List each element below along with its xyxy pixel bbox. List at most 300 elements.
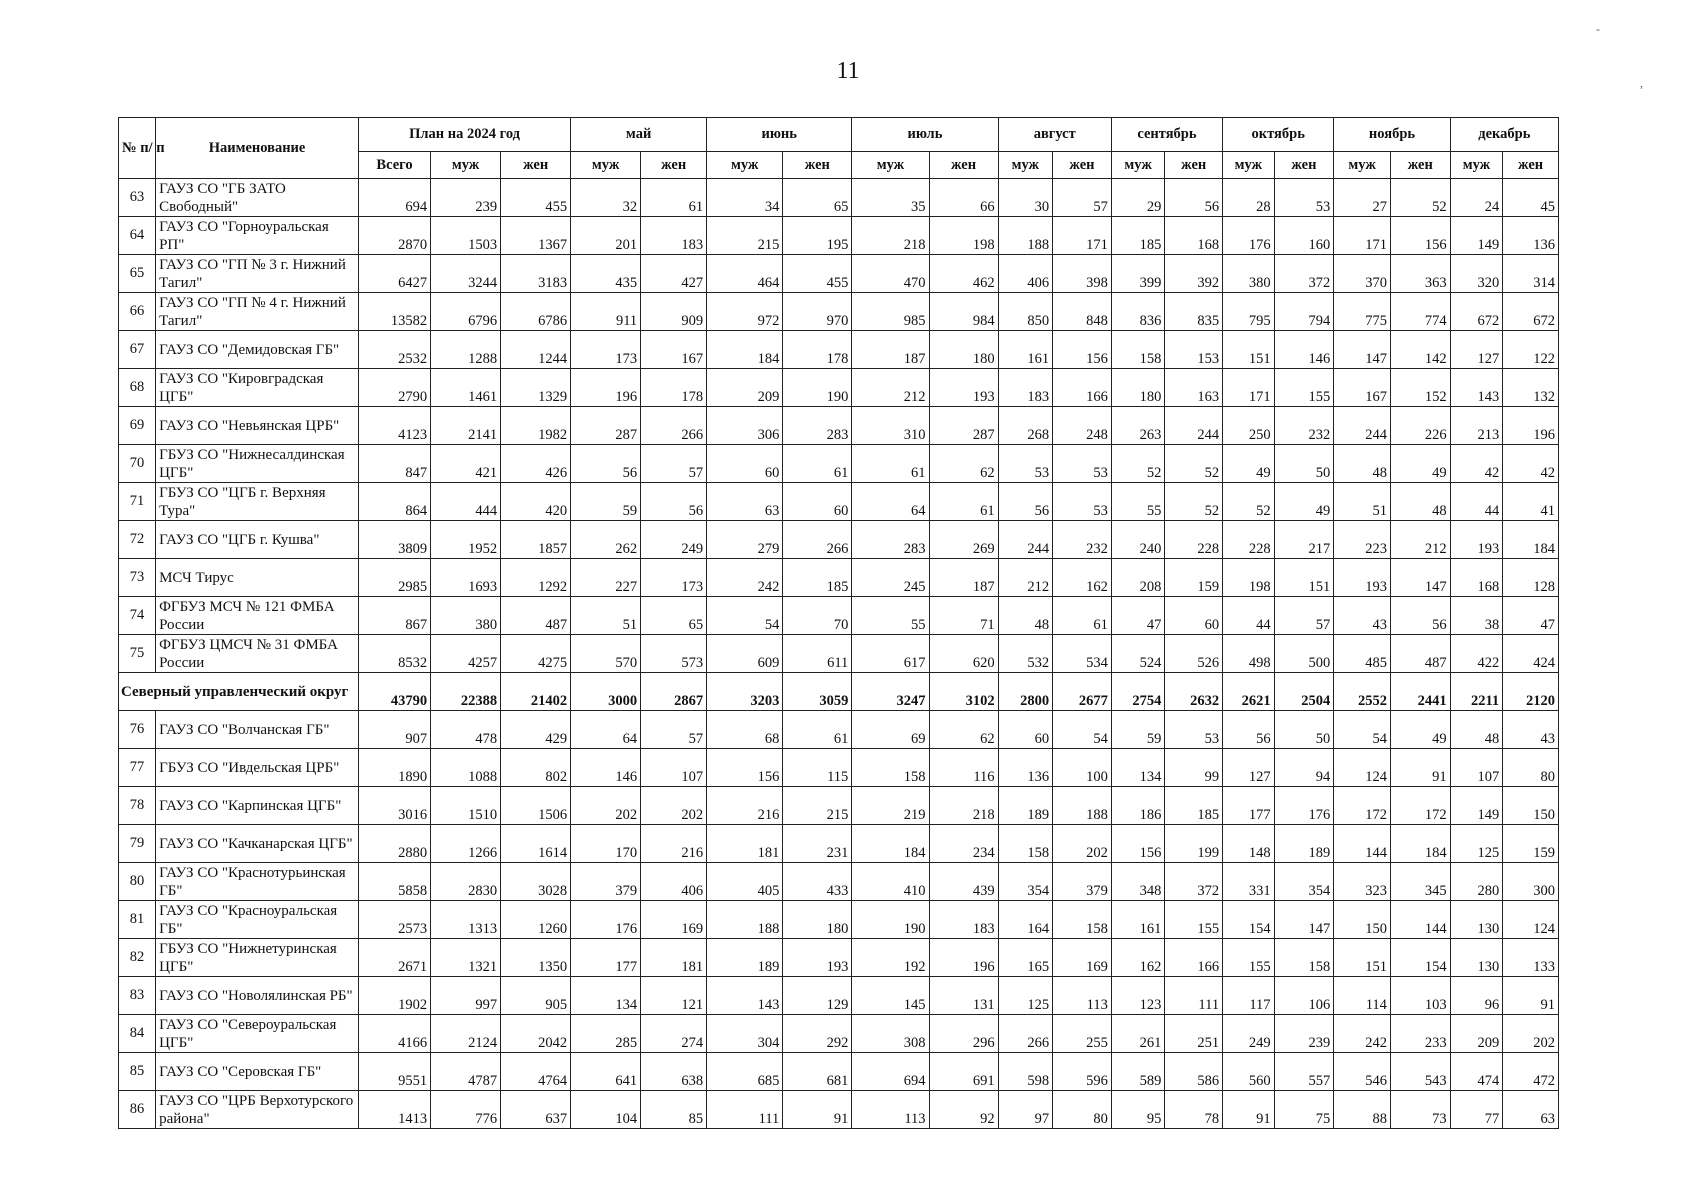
value-cell: 181 (641, 939, 707, 977)
value-cell: 2504 (1274, 673, 1334, 711)
value-cell: 2441 (1390, 673, 1450, 711)
row-number: 64 (119, 217, 156, 255)
value-cell: 1244 (501, 331, 571, 369)
value-cell: 379 (571, 863, 641, 901)
value-cell: 296 (929, 1015, 998, 1053)
row-number: 69 (119, 407, 156, 445)
value-cell: 134 (571, 977, 641, 1015)
value-cell: 189 (1274, 825, 1334, 863)
value-cell: 2532 (358, 331, 430, 369)
value-cell: 192 (852, 939, 929, 977)
value-cell: 427 (641, 255, 707, 293)
value-cell: 444 (431, 483, 501, 521)
value-cell: 379 (1053, 863, 1112, 901)
value-cell: 143 (1450, 369, 1503, 407)
table-row (119, 521, 1559, 559)
organization-name: ГАУЗ СО "Кировградская ЦГБ" (156, 369, 359, 407)
value-cell: 524 (1111, 635, 1165, 673)
value-cell: 171 (1334, 217, 1391, 255)
row-number: 71 (119, 483, 156, 521)
value-cell: 183 (641, 217, 707, 255)
value-cell: 70 (783, 597, 852, 635)
value-cell: 1266 (431, 825, 501, 863)
value-cell: 60 (1165, 597, 1223, 635)
value-cell: 2800 (998, 673, 1053, 711)
value-cell: 151 (1274, 559, 1334, 597)
value-cell: 435 (571, 255, 641, 293)
value-cell: 231 (783, 825, 852, 863)
page-number: 11 (836, 58, 860, 84)
value-cell: 144 (1390, 901, 1450, 939)
value-cell: 911 (571, 293, 641, 331)
value-cell: 168 (1450, 559, 1503, 597)
value-cell: 420 (501, 483, 571, 521)
value-cell: 232 (1053, 521, 1112, 559)
value-cell: 392 (1165, 255, 1223, 293)
value-cell: 560 (1223, 1053, 1274, 1091)
value-cell: 285 (571, 1015, 641, 1053)
row-number: 81 (119, 901, 156, 939)
value-cell: 1503 (431, 217, 501, 255)
value-cell: 775 (1334, 293, 1391, 331)
value-cell: 91 (783, 1091, 852, 1129)
value-cell: 32 (571, 179, 641, 217)
value-cell: 165 (998, 939, 1053, 977)
header-male: муж (998, 152, 1053, 179)
organization-name: ГАУЗ СО "Волчанская ГБ" (156, 711, 359, 749)
value-cell: 380 (431, 597, 501, 635)
value-cell: 269 (929, 521, 998, 559)
value-cell: 49 (1390, 445, 1450, 483)
value-cell: 66 (929, 179, 998, 217)
header-total: Всего (358, 152, 430, 179)
header-month: июнь (707, 118, 852, 152)
value-cell: 1890 (358, 749, 430, 787)
value-cell: 485 (1334, 635, 1391, 673)
row-number: 74 (119, 597, 156, 635)
row-number: 73 (119, 559, 156, 597)
value-cell: 283 (852, 521, 929, 559)
value-cell: 557 (1274, 1053, 1334, 1091)
value-cell: 193 (1334, 559, 1391, 597)
value-cell: 534 (1053, 635, 1112, 673)
value-cell: 209 (1450, 1015, 1503, 1053)
table-row (119, 255, 1559, 293)
value-cell: 68 (707, 711, 783, 749)
value-cell: 127 (1223, 749, 1274, 787)
value-cell: 59 (1111, 711, 1165, 749)
value-cell: 637 (501, 1091, 571, 1129)
value-cell: 905 (501, 977, 571, 1015)
value-cell: 169 (1053, 939, 1112, 977)
organization-name: ГАУЗ СО "Серовская ГБ" (156, 1053, 359, 1091)
value-cell: 212 (852, 369, 929, 407)
value-cell: 156 (1390, 217, 1450, 255)
value-cell: 54 (707, 597, 783, 635)
value-cell: 127 (1450, 331, 1503, 369)
value-cell: 180 (783, 901, 852, 939)
value-cell: 52 (1111, 445, 1165, 483)
value-cell: 156 (1053, 331, 1112, 369)
value-cell: 228 (1223, 521, 1274, 559)
table-row (119, 179, 1559, 217)
header-month: сентябрь (1111, 118, 1222, 152)
organization-name: ФГБУЗ ЦМСЧ № 31 ФМБА России (156, 635, 359, 673)
value-cell: 49 (1274, 483, 1334, 521)
value-cell: 63 (707, 483, 783, 521)
table-row (119, 407, 1559, 445)
value-cell: 972 (707, 293, 783, 331)
value-cell: 201 (571, 217, 641, 255)
value-cell: 8532 (358, 635, 430, 673)
value-cell: 131 (929, 977, 998, 1015)
value-cell: 218 (852, 217, 929, 255)
value-cell: 125 (1450, 825, 1503, 863)
organization-name: ГАУЗ СО "Демидовская ГБ" (156, 331, 359, 369)
value-cell: 372 (1165, 863, 1223, 901)
value-cell: 193 (1450, 521, 1503, 559)
value-cell: 129 (783, 977, 852, 1015)
value-cell: 802 (501, 749, 571, 787)
value-cell: 61 (1053, 597, 1112, 635)
value-cell: 151 (1334, 939, 1391, 977)
value-cell: 266 (641, 407, 707, 445)
value-cell: 1288 (431, 331, 501, 369)
value-cell: 150 (1334, 901, 1391, 939)
value-cell: 51 (571, 597, 641, 635)
value-cell: 186 (1111, 787, 1165, 825)
value-cell: 3000 (571, 673, 641, 711)
value-cell: 1506 (501, 787, 571, 825)
value-cell: 184 (707, 331, 783, 369)
value-cell: 345 (1390, 863, 1450, 901)
value-cell: 80 (1053, 1091, 1112, 1129)
value-cell: 250 (1223, 407, 1274, 445)
value-cell: 406 (998, 255, 1053, 293)
table-row (119, 1053, 1559, 1091)
value-cell: 123 (1111, 977, 1165, 1015)
value-cell: 60 (998, 711, 1053, 749)
value-cell: 227 (571, 559, 641, 597)
value-cell: 498 (1223, 635, 1274, 673)
row-number: 66 (119, 293, 156, 331)
value-cell: 1857 (501, 521, 571, 559)
value-cell: 50 (1274, 445, 1334, 483)
value-cell: 158 (998, 825, 1053, 863)
table-row (119, 1091, 1559, 1129)
organization-name: ГАУЗ СО "Новолялинская РБ" (156, 977, 359, 1015)
header-female: жен (1503, 152, 1559, 179)
value-cell: 146 (571, 749, 641, 787)
value-cell: 234 (929, 825, 998, 863)
value-cell: 193 (783, 939, 852, 977)
value-cell: 163 (1165, 369, 1223, 407)
value-cell: 1292 (501, 559, 571, 597)
value-cell: 672 (1450, 293, 1503, 331)
value-cell: 56 (1390, 597, 1450, 635)
header-plan: План на 2024 год (358, 118, 570, 152)
value-cell: 3203 (707, 673, 783, 711)
value-cell: 283 (783, 407, 852, 445)
value-cell: 370 (1334, 255, 1391, 293)
value-cell: 193 (929, 369, 998, 407)
value-cell: 185 (1111, 217, 1165, 255)
value-cell: 249 (641, 521, 707, 559)
value-cell: 232 (1274, 407, 1334, 445)
value-cell: 48 (1450, 711, 1503, 749)
value-cell: 2790 (358, 369, 430, 407)
value-cell: 196 (929, 939, 998, 977)
value-cell: 57 (1274, 597, 1334, 635)
value-cell: 144 (1334, 825, 1391, 863)
value-cell: 176 (571, 901, 641, 939)
value-cell: 835 (1165, 293, 1223, 331)
value-cell: 255 (1053, 1015, 1112, 1053)
value-cell: 1952 (431, 521, 501, 559)
value-cell: 136 (1503, 217, 1559, 255)
value-cell: 158 (852, 749, 929, 787)
value-cell: 1614 (501, 825, 571, 863)
value-cell: 2124 (431, 1015, 501, 1053)
value-cell: 147 (1274, 901, 1334, 939)
value-cell: 1313 (431, 901, 501, 939)
value-cell: 532 (998, 635, 1053, 673)
value-cell: 115 (783, 749, 852, 787)
value-cell: 223 (1334, 521, 1391, 559)
value-cell: 171 (1223, 369, 1274, 407)
value-cell: 244 (1334, 407, 1391, 445)
table-row (119, 293, 1559, 331)
value-cell: 268 (998, 407, 1053, 445)
value-cell: 694 (852, 1053, 929, 1091)
value-cell: 180 (1111, 369, 1165, 407)
value-cell: 121 (641, 977, 707, 1015)
header-month: ноябрь (1334, 118, 1450, 152)
value-cell: 180 (929, 331, 998, 369)
value-cell: 158 (1053, 901, 1112, 939)
group-name: Северный управленческий округ (119, 673, 359, 711)
scan-mark: , (1640, 76, 1643, 90)
value-cell: 4764 (501, 1053, 571, 1091)
value-cell: 28 (1223, 179, 1274, 217)
value-cell: 233 (1390, 1015, 1450, 1053)
value-cell: 2880 (358, 825, 430, 863)
value-cell: 166 (1053, 369, 1112, 407)
value-cell: 1260 (501, 901, 571, 939)
row-number: 86 (119, 1091, 156, 1129)
value-cell: 57 (641, 711, 707, 749)
table-row (119, 369, 1559, 407)
header-male: муж (431, 152, 501, 179)
value-cell: 4257 (431, 635, 501, 673)
value-cell: 44 (1223, 597, 1274, 635)
value-cell: 63 (1503, 1091, 1559, 1129)
value-cell: 500 (1274, 635, 1334, 673)
value-cell: 470 (852, 255, 929, 293)
value-cell: 168 (1165, 217, 1223, 255)
header-female: жен (1274, 152, 1334, 179)
value-cell: 95 (1111, 1091, 1165, 1129)
table-row (119, 939, 1559, 977)
value-cell: 2754 (1111, 673, 1165, 711)
value-cell: 161 (998, 331, 1053, 369)
value-cell: 426 (501, 445, 571, 483)
value-cell: 202 (641, 787, 707, 825)
value-cell: 292 (783, 1015, 852, 1053)
value-cell: 685 (707, 1053, 783, 1091)
value-cell: 154 (1223, 901, 1274, 939)
value-cell: 219 (852, 787, 929, 825)
value-cell: 64 (852, 483, 929, 521)
table-row (119, 711, 1559, 749)
value-cell: 3102 (929, 673, 998, 711)
value-cell: 177 (1223, 787, 1274, 825)
value-cell: 248 (1053, 407, 1112, 445)
value-cell: 128 (1503, 559, 1559, 597)
value-cell: 2621 (1223, 673, 1274, 711)
organization-name: МСЧ Тирус (156, 559, 359, 597)
value-cell: 178 (783, 331, 852, 369)
value-cell: 4787 (431, 1053, 501, 1091)
value-cell: 251 (1165, 1015, 1223, 1053)
value-cell: 638 (641, 1053, 707, 1091)
value-cell: 173 (641, 559, 707, 597)
value-cell: 73 (1390, 1091, 1450, 1129)
value-cell: 35 (852, 179, 929, 217)
table-row (119, 863, 1559, 901)
organization-name: ФГБУЗ МСЧ № 121 ФМБА России (156, 597, 359, 635)
value-cell: 60 (707, 445, 783, 483)
organization-name: ГАУЗ СО "Карпинская ЦГБ" (156, 787, 359, 825)
value-cell: 173 (571, 331, 641, 369)
header-female: жен (641, 152, 707, 179)
value-cell: 573 (641, 635, 707, 673)
table-row (119, 597, 1559, 635)
value-cell: 61 (783, 711, 852, 749)
table-row (119, 825, 1559, 863)
value-cell: 226 (1390, 407, 1450, 445)
value-cell: 3809 (358, 521, 430, 559)
value-cell: 314 (1503, 255, 1559, 293)
value-cell: 153 (1165, 331, 1223, 369)
value-cell: 997 (431, 977, 501, 1015)
value-cell: 3016 (358, 787, 430, 825)
value-cell: 1367 (501, 217, 571, 255)
value-cell: 71 (929, 597, 998, 635)
value-cell: 42 (1450, 445, 1503, 483)
row-number: 63 (119, 179, 156, 217)
row-number: 77 (119, 749, 156, 787)
organization-name: ГБУЗ СО "ЦГБ г. Верхняя Тура" (156, 483, 359, 521)
value-cell: 2870 (358, 217, 430, 255)
value-cell: 245 (852, 559, 929, 597)
value-cell: 142 (1390, 331, 1450, 369)
value-cell: 907 (358, 711, 430, 749)
value-cell: 836 (1111, 293, 1165, 331)
value-cell: 94 (1274, 749, 1334, 787)
value-cell: 487 (501, 597, 571, 635)
value-cell: 202 (1503, 1015, 1559, 1053)
value-cell: 196 (571, 369, 641, 407)
value-cell: 62 (929, 711, 998, 749)
value-cell: 154 (1390, 939, 1450, 977)
value-cell: 172 (1334, 787, 1391, 825)
organization-name: ГАУЗ СО "ЦГБ г. Кушва" (156, 521, 359, 559)
value-cell: 1321 (431, 939, 501, 977)
value-cell: 159 (1503, 825, 1559, 863)
header-month: июль (852, 118, 998, 152)
value-cell: 2211 (1450, 673, 1503, 711)
value-cell: 2830 (431, 863, 501, 901)
value-cell: 215 (707, 217, 783, 255)
value-cell: 172 (1390, 787, 1450, 825)
value-cell: 91 (1503, 977, 1559, 1015)
value-cell: 54 (1334, 711, 1391, 749)
table-row (119, 977, 1559, 1015)
value-cell: 970 (783, 293, 852, 331)
value-cell: 320 (1450, 255, 1503, 293)
row-number: 67 (119, 331, 156, 369)
table-row (119, 901, 1559, 939)
value-cell: 55 (852, 597, 929, 635)
value-cell: 609 (707, 635, 783, 673)
value-cell: 598 (998, 1053, 1053, 1091)
value-cell: 111 (1165, 977, 1223, 1015)
value-cell: 56 (998, 483, 1053, 521)
value-cell: 4123 (358, 407, 430, 445)
value-cell: 543 (1390, 1053, 1450, 1091)
value-cell: 75 (1274, 1091, 1334, 1129)
row-number: 83 (119, 977, 156, 1015)
header-female: жен (1390, 152, 1450, 179)
value-cell: 56 (571, 445, 641, 483)
value-cell: 155 (1274, 369, 1334, 407)
value-cell: 53 (1274, 179, 1334, 217)
value-cell: 216 (707, 787, 783, 825)
value-cell: 9551 (358, 1053, 430, 1091)
value-cell: 2985 (358, 559, 430, 597)
value-cell: 774 (1390, 293, 1450, 331)
row-number: 80 (119, 863, 156, 901)
value-cell: 189 (707, 939, 783, 977)
value-cell: 125 (998, 977, 1053, 1015)
value-cell: 92 (929, 1091, 998, 1129)
value-cell: 34 (707, 179, 783, 217)
value-cell: 244 (1165, 407, 1223, 445)
value-cell: 43790 (358, 673, 430, 711)
value-cell: 162 (1111, 939, 1165, 977)
value-cell: 198 (1223, 559, 1274, 597)
value-cell: 181 (707, 825, 783, 863)
value-cell: 43 (1334, 597, 1391, 635)
value-cell: 100 (1053, 749, 1112, 787)
value-cell: 65 (641, 597, 707, 635)
value-cell: 27 (1334, 179, 1391, 217)
value-cell: 354 (998, 863, 1053, 901)
header-female: жен (501, 152, 571, 179)
header-male: муж (1450, 152, 1503, 179)
value-cell: 304 (707, 1015, 783, 1053)
organization-name: ГБУЗ СО "Ивдельская ЦРБ" (156, 749, 359, 787)
value-cell: 363 (1390, 255, 1450, 293)
value-cell: 130 (1450, 901, 1503, 939)
value-cell: 60 (783, 483, 852, 521)
value-cell: 672 (1503, 293, 1559, 331)
value-cell: 331 (1223, 863, 1274, 901)
organization-name: ГБУЗ СО "Нижнетуринская ЦГБ" (156, 939, 359, 977)
value-cell: 2552 (1334, 673, 1391, 711)
value-cell: 218 (929, 787, 998, 825)
